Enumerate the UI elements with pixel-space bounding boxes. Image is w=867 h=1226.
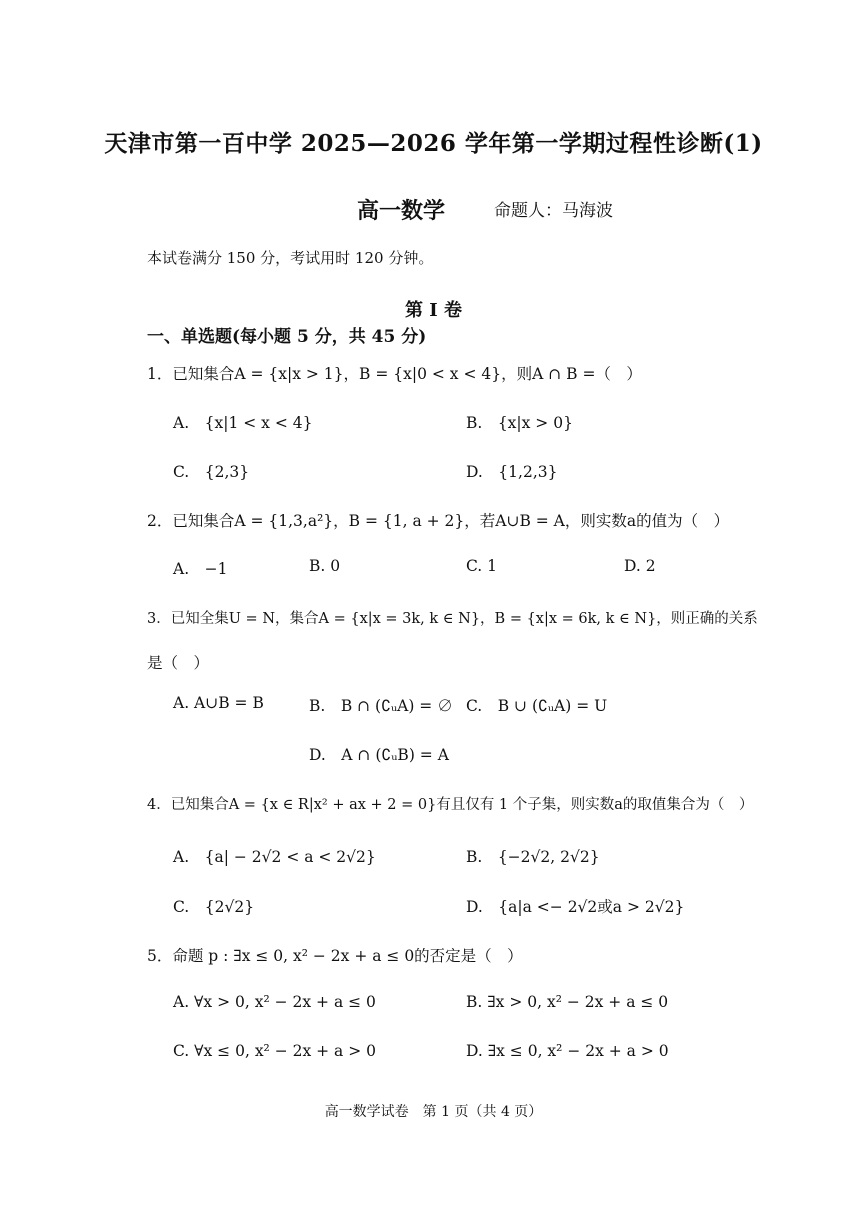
question-2-option-c: C. 1 — [466, 557, 498, 575]
section-heading: 一、单选题(每小题 5 分，共 45 分) — [147, 327, 427, 347]
question-5-option-b: B. ∃x > 0, x² − 2x + a ≤ 0 — [466, 993, 669, 1011]
question-2-option-b: B. 0 — [309, 557, 341, 575]
question-1-option-b: B. {x|x > 0} — [466, 414, 573, 432]
question-1-option-d: D. {1,2,3} — [466, 463, 558, 481]
question-5-option-a: A. ∀x > 0, x² − 2x + a ≤ 0 — [173, 993, 376, 1011]
question-4-option-c: C. {2√2} — [173, 898, 255, 916]
question-4-stem: 4．已知集合A = {x ∈ R|x² + ax + 2 = 0}有且仅有 1 个子集，则实数a的取值集合为（ ） — [147, 797, 754, 813]
question-2-option-a: A. −1 — [173, 560, 228, 578]
subject-title: 高一数学 — [357, 198, 446, 224]
question-1-option-c: C. {2,3} — [173, 463, 250, 481]
question-4-option-d: D. {a|a <− 2√2或a > 2√2} — [466, 898, 685, 916]
question-2-stem: 2．已知集合A = {1,3,a²}，B = {1, a + 2}，若A∪B = A，则实数a的值为（ ） — [147, 512, 730, 530]
question-3-stem-continued: 是（ ） — [147, 654, 210, 672]
question-4-option-a: A. {a| − 2√2 < a < 2√2} — [173, 848, 376, 866]
exam-intro: 本试卷满分 150 分，考试用时 120 分钟。 — [147, 249, 434, 267]
question-3-option-d: D. A ∩ (∁ᵤB) = A — [309, 746, 449, 764]
question-3-option-b: B. B ∩ (∁ᵤA) = ∅ — [309, 697, 453, 715]
question-5-option-d: D. ∃x ≤ 0, x² − 2x + a > 0 — [466, 1042, 669, 1060]
question-2-option-d: D. 2 — [624, 557, 656, 575]
question-1-option-a: A. {x|1 < x < 4} — [173, 414, 313, 432]
question-5-stem: 5．命题 p : ∃x ≤ 0, x² − 2x + a ≤ 0的否定是（ ） — [147, 947, 523, 965]
author-label: 命题人：马海波 — [494, 201, 613, 221]
question-3-stem: 3．已知全集U = N，集合A = {x|x = 3k, k ∈ N}，B = {x|x = 6k, k ∈ N}，则正确的关系 — [147, 611, 758, 627]
question-5-option-c: C. ∀x ≤ 0, x² − 2x + a > 0 — [173, 1042, 376, 1060]
exam-title: 天津市第一百中学 2025—2026 学年第一学期过程性诊断(1) — [104, 130, 763, 157]
question-4-option-b: B. {−2√2, 2√2} — [466, 848, 600, 866]
volume-heading: 第 I 卷 — [405, 300, 462, 321]
question-1-stem: 1．已知集合A = {x|x > 1}，B = {x|0 < x < 4}，则A ∩ B =（ ） — [147, 365, 642, 383]
page-footer: 高一数学试卷 第 1 页（共 4 页） — [324, 1104, 543, 1120]
question-3-option-a: A. A∪B = B — [173, 694, 264, 712]
question-3-option-c: C. B ∪ (∁ᵤA) = U — [466, 697, 608, 715]
